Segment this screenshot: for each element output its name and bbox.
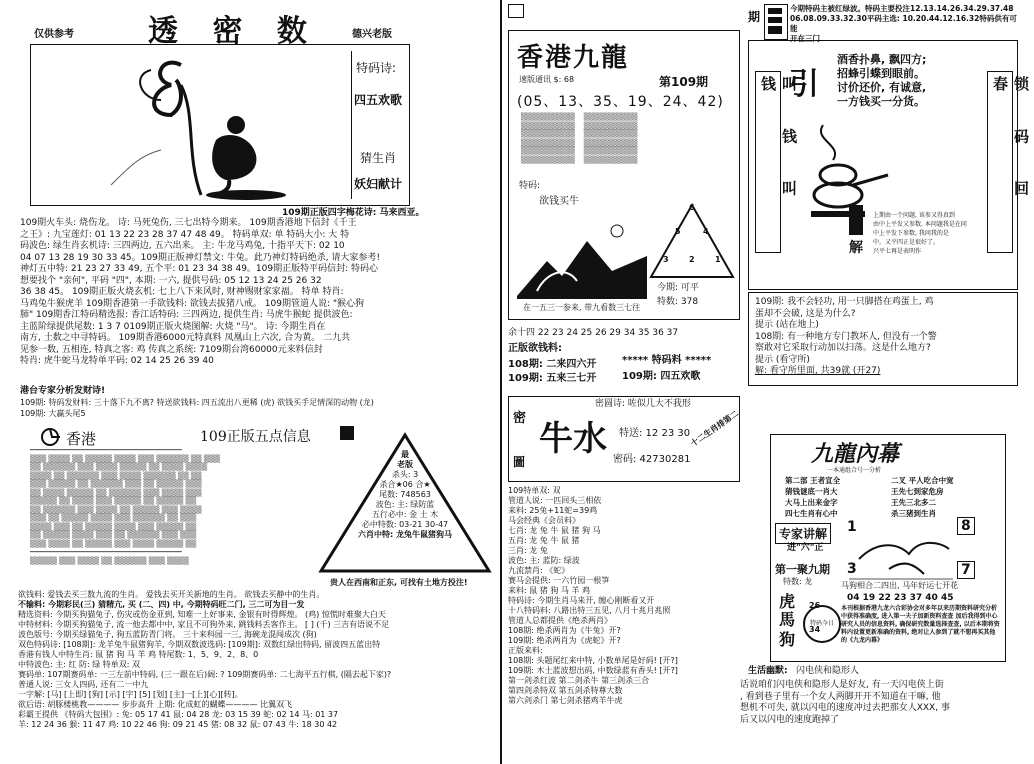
- info-line-21: 第六剑杀门 第七剑杀猪鸡羊牛虎: [508, 696, 623, 705]
- poem-line-0: 酒香扑鼻, 飘四方;: [837, 53, 927, 66]
- row1-right: ***** 特码料 *****: [622, 355, 712, 366]
- info-line-2: 来料: 25兔+11蛇=39鸡: [508, 506, 598, 515]
- side-note: [873, 211, 983, 256]
- left-title: 透 密 数: [148, 14, 319, 49]
- line-3: 码波色: 绿生肖玄机诗: 三四两边, 五六出来。 主: 牛龙马鸡兔, 十指平天下: 02 10: [20, 241, 345, 251]
- tema-poem-column: [351, 51, 408, 199]
- ad-text: 本刊根据香港九龙六合彩协会对多年以来历期资料研究分析中获得准确度, 进入第一夫子加新资料查查 加后我得到中心研究人员的信息资料, 确保研究数量选择查查, 以后本期将资料内设置更新准确的资料, 绝对让人参到了就不想再买其他的《九龙内幕》: [841, 605, 1000, 644]
- tri-line-2: 杀头: 3: [391, 470, 419, 479]
- fortune-title: 港台专家分析发财诗!: [20, 386, 106, 396]
- bird-illustration: [849, 519, 953, 583]
- ling-value: 特数: 378: [657, 297, 699, 307]
- life-line-2: 想机不可失, 就以闪电的速度冲过去把那女人XXX, 事: [740, 703, 950, 713]
- tesong: 特送: 12 23 30: [619, 428, 691, 439]
- faded-info-block: ━━━━━━━━━━━━━━━━━━━━━━━━━━━━━━━━━━━━ ▒▒▒ ▒▒▒▒ ▒▒ ▒▒▒▒▒ ▒▒▒▒ ▒▒▒ ▒▒▒▒▒▒ ▒▒ ▒▒▒ ▒▒ ▒▒▒▒▒▒ ▒▒▒ ▒▒▒▒ ▒▒▒▒▒ ▒▒ ▒▒▒▒ ▒▒▒▒ ▒▒▒▒ ▒▒ ▒▒▒▒▒▒ ▒▒▒ ▒▒▒▒ ▒▒▒▒▒▒ ▒▒ ▒▒ ▒▒▒ ▒▒▒▒▒ ▒▒ ▒▒▒▒▒▒ ▒▒▒ ▒▒ ▒▒▒▒▒ ▒▒▒ ▒▒ ▒▒▒▒ ▒▒▒▒▒ ▒▒ ▒▒▒▒▒▒ ▒▒▒ ▒▒▒▒ ▒▒▒ ▒▒▒▒▒ ▒▒ ▒▒▒▒ ▒▒▒ ▒▒▒▒▒ ▒▒ ▒▒▒▒▒ ▒▒ ▒▒ ▒▒▒▒▒▒ ▒▒▒ ▒▒▒▒ ▒▒ ▒▒▒▒▒ ▒▒▒ ▒▒▒▒ ▒▒▒ ▒▒ ▒▒▒▒▒ ▒▒▒▒ ▒▒▒ ▒▒▒▒▒▒ ▒▒ ▒▒▒ ▒▒▒▒ ▒▒▒ ▒▒ ▒▒▒▒▒ ▒▒▒▒ ▒▒▒ ▒▒▒▒▒ ▒▒ ▒▒ ▒▒▒▒▒ ▒▒▒▒ ▒▒▒ ▒▒ ▒▒▒▒▒▒ ▒▒▒ ▒▒▒ ▒▒▒ ▒▒▒▒ ▒▒ ▒▒▒▒▒ ▒▒▒ ▒▒▒▒ ▒▒▒▒▒ ▒▒ ━━━━━━━━━━━━━━━━━━━━━━━━━━━━━━━━━━━━ ▒▒▒▒▒ ▒▒▒ ▒▒▒▒ ▒▒ ▒▒▒▒▒▒ ▒▒▒ ▒▒▒▒: [30, 446, 221, 565]
- tuan-label: 圖: [513, 455, 526, 469]
- side-note-2: 中上平发下参数, 我问我的是: [873, 230, 949, 237]
- bottom-line-4: 波色版号: 今期买绿猫兔子, 狗五蓝防青门将。 三十来科园一三, 海碗龙混闯成次 (狗): [18, 630, 317, 639]
- vert-right: 锁 码 回 春: [991, 76, 1030, 212]
- bird-scene: [849, 519, 953, 583]
- fortune-line: 109期: 特码发财料: 三十落下九不离? 特送欲钱料: 四五流出八更稀 (虎) 欲钱买手足情深的动物 (龙): [20, 398, 374, 407]
- figure-mark: [849, 205, 863, 235]
- info-line-12: 十八特码料: 八路出特三五见, 八月十兆月兆照: [508, 606, 671, 615]
- line-13: 特肖: 虎牛蛇马龙特单平码: 02 14 25 26 39 40: [20, 356, 214, 366]
- big-char: 牛水: [539, 419, 607, 459]
- life-title: 生活幽默:: [748, 666, 788, 676]
- right-item-3: 杀三猪到生肖: [891, 509, 936, 518]
- list-item-0: 第二部 王者宣全: [785, 476, 841, 485]
- ling-label: 今期: 可平: [657, 283, 699, 293]
- guess-label: 猜生肖: [360, 151, 397, 165]
- middle-slogan: 在一五三一参来, 带九看数三七往: [523, 303, 641, 312]
- yin-box: [748, 40, 1030, 290]
- tri-line-5: 波色: 主: 绿防蓝: [375, 500, 435, 509]
- tri-line-8: 六肖中特: 龙兔牛鼠猪狗马: [358, 530, 452, 539]
- list-item-1: 猜钱谜底一肖大: [785, 487, 838, 496]
- vert-left-box: [755, 71, 798, 253]
- riddle-2: 提示 (站在地上): [755, 320, 819, 330]
- info-line-3: 马会经典《会员料》: [508, 516, 580, 525]
- info-line-1: 管道人说: 一匹回头三相依: [508, 496, 602, 505]
- line-11: 南方, 土数之中寻特码。 109期香港6000元特真料 凤凰山上六次, 合为黄。 二九共: [20, 333, 351, 343]
- digit-1: 1: [847, 519, 857, 535]
- bottom-line-6: 香港有钱人中特生肖: 鼠 猪 狗 马 羊 鸡 特尾数: 1、5、9、2、8、0: [18, 650, 259, 659]
- corner-mark: [508, 4, 524, 18]
- jiulong-newspaper-box: [508, 30, 740, 320]
- line-8: 马鸡兔牛猴虎羊 109期香港第一手欲钱料: 欲钱去拔猪八戒。 109期管道人说: "猴心狗: [20, 298, 365, 309]
- note-left: 仅供参考: [34, 29, 74, 40]
- jie-label: 解: [849, 240, 863, 256]
- list-item-2: 大马上出来金字: [785, 498, 838, 507]
- tri-num-5: 1: [715, 255, 721, 264]
- number-triangle: [647, 201, 737, 281]
- guest-line: 贵人在西南和正东, 可找有土地方投注!: [330, 578, 468, 587]
- side-note-4: 兴平七再是表明作: [873, 248, 922, 255]
- info-line-5: 五肖: 龙 兔 牛 鼠 猪: [508, 536, 580, 545]
- yin-poem: [837, 53, 926, 109]
- bottom-line-7: 中特波色: 主: 红 防: 绿 特单双: 双: [18, 660, 141, 669]
- life-sub: 闪电侠和隐形人: [796, 666, 860, 676]
- header-2: 06.08.09.33.32.30平码主选: 10.20.44.12.16.32特码供有可能: [790, 14, 1017, 33]
- middle-tema-label: 特码:: [519, 181, 541, 191]
- line-1: 109期火车头: 烧伤龙。 诗: 马死兔伤, 三七出特今期来。 109期香港地下信封《千王: [20, 218, 357, 228]
- tri-line-4: 尾数: 748563: [379, 490, 431, 499]
- middle-nums: (05、13、35、19、24、42): [517, 94, 724, 110]
- brand-circle: 特码今日: [803, 605, 841, 643]
- info-line-13: 管道人总都提供《绝杀两肖》: [508, 616, 612, 625]
- left-text-block: [20, 218, 470, 368]
- tema-poem: 四五欢歌: [354, 93, 403, 107]
- poem-line-1: 招蜂引蝶到眼前。: [837, 67, 925, 80]
- life-line-0: 话说咱们闪电侠和隐形人是好友, 有一天闪电侠上街: [740, 680, 944, 690]
- num-26: 26: [809, 601, 821, 610]
- bottom-line-8: 赛码单: 107期赛码单: 一三左前中特码, (三一跟在后)阔: ? 109期赛码单: 二七海平五行棋, (隔去起下家)?: [18, 670, 392, 679]
- jiulong-title: 九龍內幕: [811, 441, 900, 467]
- note-right: 德兴老版: [352, 29, 392, 40]
- bottom-line-1: 不输料: 今期彩民(三) 猜精亢, 买 (二、四) 中, 今期特码旺二门, 三二可为目一发: [18, 600, 305, 609]
- line-9: 肺" 109期香江特码精选报: 香江话特码: 三四两边, 提供生肖: 马虎牛猴蛇 提供波色:: [20, 310, 353, 320]
- right-header: [790, 4, 1020, 44]
- life-line-1: , 看到巷子里有一个女人两脚开开不知道在干嘛, 他: [740, 691, 941, 702]
- bottom-line-12: 彩霸王提供 《特码大包围》: 兔: 05 17 41 鼠: 04 28 龙: 03 15 39 蛇: 02 14 马: 01 37: [18, 710, 339, 719]
- info-line-15: 109期: 绝杀两肖为《虎蛇》开?: [508, 636, 621, 645]
- fortune-line-2: 109期: 大赢头尾5: [20, 409, 86, 418]
- bottom-text-block: [18, 590, 498, 730]
- info-line-16: 正版来料:: [508, 646, 543, 655]
- tri-num-1: 5: [675, 227, 681, 236]
- gou-char: 狗: [779, 630, 796, 649]
- landscape-illustration: [517, 211, 647, 301]
- mi-label: 密: [513, 411, 527, 426]
- nums-line: 04 19 22 23 37 40 45: [847, 593, 954, 603]
- middle-info-block: [508, 486, 744, 706]
- ma-char: 馬: [779, 610, 796, 629]
- vert-left: 叫 钱 叫 钱: [759, 76, 798, 212]
- stamp-icon: [765, 5, 785, 37]
- riddle-3: 108期: 有一种地方专门教坏人, 但没有一个警: [755, 331, 937, 342]
- tri-num-3: 3: [663, 255, 669, 264]
- jiulong-list: [785, 475, 881, 519]
- line-7: 36 38 45。 109期正版火烧玄机: 七上八下来风时, 财神赐财家家福。 特单 特肖:: [20, 287, 344, 297]
- riddle-0: 109期: 我不会轻功, 用一只脚搭在鸡蛋上, 鸡: [755, 297, 934, 307]
- line-0: 109期正版四字梅花诗: 马来西亚。: [282, 208, 425, 218]
- mima-box: [508, 396, 740, 482]
- row1-left: 108期: 二来四六开: [508, 359, 597, 370]
- bottom-line-0: 欲钱料: 爱钱去买三数九流的生肖。 爱钱去买开关新地的生肖。 欲钱去买静中的生肖。: [18, 590, 325, 599]
- line-5: 神灯五中特: 21 23 27 33 49, 五个平: 01 23 34 38 49。109期正版特平码信封: 特码心: [20, 264, 378, 274]
- life-line-3: 后又以闪电的速度跑掉了: [740, 714, 840, 725]
- mi-title: 密圆诗: 咗似几大不我形: [595, 399, 691, 409]
- yin-char: 引: [789, 67, 819, 102]
- five-point-title: 109正版五点信息: [200, 429, 311, 445]
- riddle-1: 蛋却不会破, 这是为什么?: [755, 308, 856, 319]
- tema-label: 特码诗:: [356, 61, 397, 75]
- digit-7: 7: [957, 561, 975, 579]
- line-12: 见参一数, 五相连, 特真之客: 鸡 传真之系统: 7109期台湾60000元来料信封: [20, 344, 323, 355]
- scene-caption: 欲钱买牛: [539, 196, 579, 207]
- poem-line-3: 一方钱买一分货。: [837, 95, 925, 108]
- riddle-4: 察敢对它采取行动加以扫荡。这是什么地方?: [755, 343, 931, 353]
- info-line-7: 波色: 主: 蓝防: 绿波: [508, 556, 580, 565]
- life-text: [740, 680, 1020, 726]
- side-note-3: 中。又平四正是很好了。: [873, 239, 940, 246]
- riddle-5: 提示 (看守所): [755, 354, 810, 365]
- riddle-6: 解: 看守所里面, 共39就 (开27): [755, 366, 881, 376]
- hk-flower-icon: [38, 426, 68, 448]
- info-line-4: 七肖: 龙 兔 牛 鼠 猪 狗 马: [508, 526, 601, 535]
- info-line-0: 109特单双: 双: [508, 486, 561, 495]
- side-note-1: 由中上平发又参数, 本问题我是在问: [873, 221, 967, 228]
- list-item-3: 四七生肖有心中: [785, 509, 838, 518]
- mima: 密码: 42730281: [613, 454, 691, 465]
- info-line-10: 来料: 鼠 猪 狗 马 羊 鸡: [508, 586, 590, 595]
- info-line-14: 108期: 绝杀两肖为《牛兔》开?: [508, 626, 621, 635]
- qi-stamp: [764, 4, 788, 40]
- tri-line-7: 必中特数: 03-21 30-47: [361, 520, 449, 529]
- zhou-sub: 特数: 龙: [783, 577, 813, 586]
- triangle-text: [318, 450, 492, 540]
- line-6: 想要找个 "亲何", 平码 "四", 本期: 一六, 提供号码: 05 12 13 24 25 26 32: [20, 275, 322, 286]
- diag-text: 十二生肖排第二: [689, 408, 741, 449]
- vert-right-box: [987, 71, 1030, 253]
- bottom-line-10: 一字解: [马] [上即] [狗] [示] [字] [5] [划] [主]一[上][心][转]。: [18, 690, 243, 699]
- info-line-9: 赛马会提供: 一六竹园一根笋: [508, 576, 610, 585]
- bottom-line-2: 精选资料: 今期买狗猫兔子, 伤灾或伤金亚到, 知难一上好事来, 金银有时得辉煌。 (鸡) 惊慌时难聚大白天: [18, 610, 386, 619]
- tri-line-0: 最: [401, 450, 409, 459]
- jiulong-right-list: [891, 475, 1001, 519]
- tri-num-0: 6: [689, 203, 695, 212]
- digit-3: 3: [847, 561, 857, 577]
- qi-label: 期: [748, 10, 761, 24]
- tri-line-3: 杀合★06 合★: [379, 480, 431, 489]
- info-line-11: 特码诗: 今期生肖马来开, 缠心刚断看又开: [508, 596, 655, 605]
- line-2: 之王》: 九宝莲灯: 01 13 22 23 28 37 47 48 49。 特码单双: 单 特码大小: 大 特: [20, 229, 350, 240]
- jiulong-sub: 一本通组合号一分析: [827, 467, 882, 474]
- tri-line-1: 老版: [397, 460, 413, 469]
- right-item-1: 王先七到家危房: [891, 487, 944, 496]
- zj-sub: 进"六"正: [787, 543, 824, 553]
- bottom-line-13: 羊: 12 24 36 猴: 11 47 鸡: 10 22 46 狗: 09 21 45 猪: 08 32 鼠: 07 43 牛: 18 30 42: [18, 720, 338, 729]
- row2-left: 109期: 五来三七开: [508, 373, 597, 384]
- middle-nums-line: 余十四 22 23 24 25 26 29 34 35 36 37: [508, 328, 679, 338]
- left-picture-box: [30, 44, 410, 206]
- tri-num-4: 2: [689, 255, 695, 264]
- jiulong-box: [770, 434, 1006, 662]
- middle-issue: 第109期: [659, 75, 709, 89]
- bottom-line-3: 中特材料: 今期买狗猫兔子, 流一他去都中中, 家且不可狗外来, 跳钱料丢客作主。 [ ] (千) 三吉有语说不足: [18, 620, 390, 629]
- info-line-6: 三肖: 龙 兔: [508, 546, 548, 555]
- line-10: 主蓝阶绿提供尾数: 1 3 7 0109期正版火烧图解: 火烧 "马"。 诗: 今期生肖在: [20, 321, 326, 332]
- row2-right: 109期: 四五欢歌: [622, 371, 701, 382]
- page-divider: [500, 0, 502, 764]
- hu-char: 虎: [779, 592, 796, 611]
- num-34: 34: [809, 625, 821, 634]
- bottom-line-5: 双色特码诗: [108期]: 龙羊兔牛鼠猪狗羊, 今期双数波选码: [109期]: 双数红绿出特码, 留波四五蓝出特: [18, 640, 381, 649]
- poem-line-2: 讨价还价, 有诚意,: [837, 81, 927, 94]
- zj-label: 专家讲解: [775, 523, 831, 544]
- side-note-0: 上期由一个问题, 该参又得真到: [873, 212, 955, 219]
- guess-hint: 妖妇献计: [354, 177, 403, 191]
- header-1: 今期特码主被红绿波。特码主要投注12.13.14.26.34.29.37.48: [790, 4, 1014, 13]
- zhou-label: 第一聚九期: [775, 563, 830, 576]
- info-line-8: 九流禁肖: 《蛇》: [508, 566, 570, 575]
- line-4: 04 07 13 28 19 30 33 45。109期正版神灯禁文: 牛兔。此乃神灯特码绝杀, 请大家参考!: [20, 252, 381, 263]
- info-line-18: 109期: 木土蓝波想出码, 中数绿蓝有香头! [开?]: [508, 666, 678, 675]
- info-line-20: 第四剑杀特双 第五剑杀特尊大数: [508, 686, 623, 695]
- tri-line-6: 五行必中: 金 土 木: [371, 510, 439, 519]
- zhengban-label: 正版欲钱料:: [508, 343, 562, 354]
- fisherman-illustration: [31, 45, 351, 203]
- right-item-2: 王先三北多二: [891, 498, 936, 507]
- hk-brand: 香港: [66, 430, 97, 448]
- middle-faded-columns: ▒▒▒▒▒▒▒▒▒▒ ▒▒▒▒▒▒▒▒▒▒ ▒▒▒▒▒▒▒▒▒▒ ▒▒▒▒▒▒▒▒▒▒ ▒▒▒▒▒▒▒▒▒▒ ▒▒▒▒▒▒▒▒▒▒ ▒▒▒▒▒▒▒▒▒▒ ▒▒▒▒▒▒▒▒▒▒ ▒▒▒▒▒▒▒▒▒▒ ▒▒▒▒▒▒▒▒▒▒ ▒▒▒▒▒▒▒▒▒▒ ▒▒▒▒▒▒▒▒▒▒: [521, 113, 638, 164]
- gou-note: 马狗相合二四出, 马年好运七开花: [841, 581, 959, 590]
- tri-num-2: 4: [703, 227, 709, 236]
- middle-brand-sub: 速版通讯 $: 68: [519, 75, 575, 84]
- header-3: 开在三门: [790, 34, 820, 43]
- right-item-0: 二叉 平人吃合中宽: [891, 476, 954, 485]
- riddle-box: [748, 292, 1018, 386]
- info-line-17: 108期: 头题尾红来中特, 小数单尾是好码! [开?]: [508, 656, 678, 665]
- bottom-line-11: 欲后语: 胡豚楼桃教———— 步步高升 上期: 化成虹的蝴蝶———— 比翼双飞: [18, 700, 293, 709]
- digit-8: 8: [957, 517, 975, 535]
- middle-brand: 香港九龍: [517, 43, 630, 73]
- info-line-19: 第一剑杀红波 第二剑杀牛 第三剑杀三合: [508, 676, 650, 685]
- bottom-line-9: 普通人说: 三女人四码, 还有二一中九: [18, 680, 149, 689]
